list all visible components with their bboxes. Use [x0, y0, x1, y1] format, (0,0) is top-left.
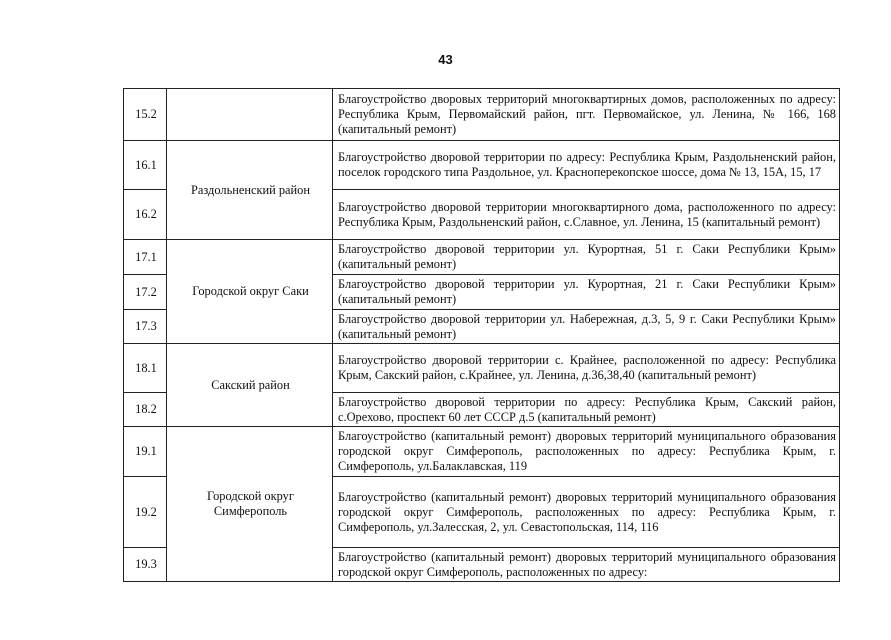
row-description: Благоустройство дворовой территории ул. Курортная, 21 г. Саки Республики Крым» (капитальный ремонт) [333, 275, 840, 310]
row-number: 19.1 [124, 427, 167, 477]
row-number: 15.2 [124, 89, 167, 141]
projects-table [123, 88, 840, 582]
row-description: Благоустройство (капитальный ремонт) дворовых территорий муниципального образования городской округ Симферополь, расположенных по адресу: [333, 548, 840, 582]
row-description: Благоустройство дворовой территории по адресу: Республика Крым, Сакский район, с.Орехово, проспект 60 лет СССР д.5 (капитальный ремонт) [333, 393, 840, 427]
table-row [124, 427, 840, 477]
district-name: Городской округ Саки [167, 240, 333, 344]
page-number: 43 [438, 52, 453, 67]
table-row [124, 141, 840, 190]
row-number: 16.1 [124, 141, 167, 190]
district-name [167, 89, 333, 141]
row-description: Благоустройство дворовой территории по адресу: Республика Крым, Раздольненский район, поселок городского типа Раздольное, ул. Красноперекопское шоссе, дома № 13, 15А, 15, 17 [333, 141, 840, 190]
table-row [124, 240, 840, 275]
table-row [124, 89, 840, 141]
row-number: 19.2 [124, 477, 167, 548]
row-description: Благоустройство дворовых территорий многоквартирных домов, расположенных по адресу: Республика Крым, Первомайский район, пгт. Первомайское, ул. Ленина, № 166, 168 (капитальный ремонт) [333, 89, 840, 141]
row-number: 18.1 [124, 344, 167, 393]
row-description: Благоустройство дворовой территории ул. Набережная, д.3, 5, 9 г. Саки Республики Крым» (капитальный ремонт) [333, 310, 840, 344]
row-description: Благоустройство (капитальный ремонт) дворовых территорий муниципального образования городской округ Симферополь, расположенных по адресу: Республика Крым, г. Симферополь, ул.Балаклавская, 119 [333, 427, 840, 477]
row-number: 17.3 [124, 310, 167, 344]
district-name: Сакский район [167, 344, 333, 427]
row-number: 16.2 [124, 190, 167, 240]
row-number: 17.2 [124, 275, 167, 310]
row-number: 19.3 [124, 548, 167, 582]
row-description: Благоустройство дворовой территории с. Крайнее, расположенной по адресу: Республика Крым, Сакский район, с.Крайнее, ул. Ленина, д.36,38,40 (капитальный ремонт) [333, 344, 840, 393]
district-name: Раздольненский район [167, 141, 333, 240]
row-description: Благоустройство (капитальный ремонт) дворовых территорий муниципального образования городской округ Симферополь, расположенных по адресу: Республика Крым, г. Симферополь, ул.Залесская, 2, ул. Севастопольская, 114, 116 [333, 477, 840, 548]
row-number: 17.1 [124, 240, 167, 275]
table-row [124, 344, 840, 393]
row-number: 18.2 [124, 393, 167, 427]
row-description: Благоустройство дворовой территории ул. Курортная, 51 г. Саки Республики Крым» (капитальный ремонт) [333, 240, 840, 275]
district-name: Городской округ Симферополь [167, 427, 333, 582]
row-description: Благоустройство дворовой территории многоквартирного дома, расположенного по адресу: Республика Крым, Раздольненский район, с.Славное, ул. Ленина, 15 (капитальный ремонт) [333, 190, 840, 240]
